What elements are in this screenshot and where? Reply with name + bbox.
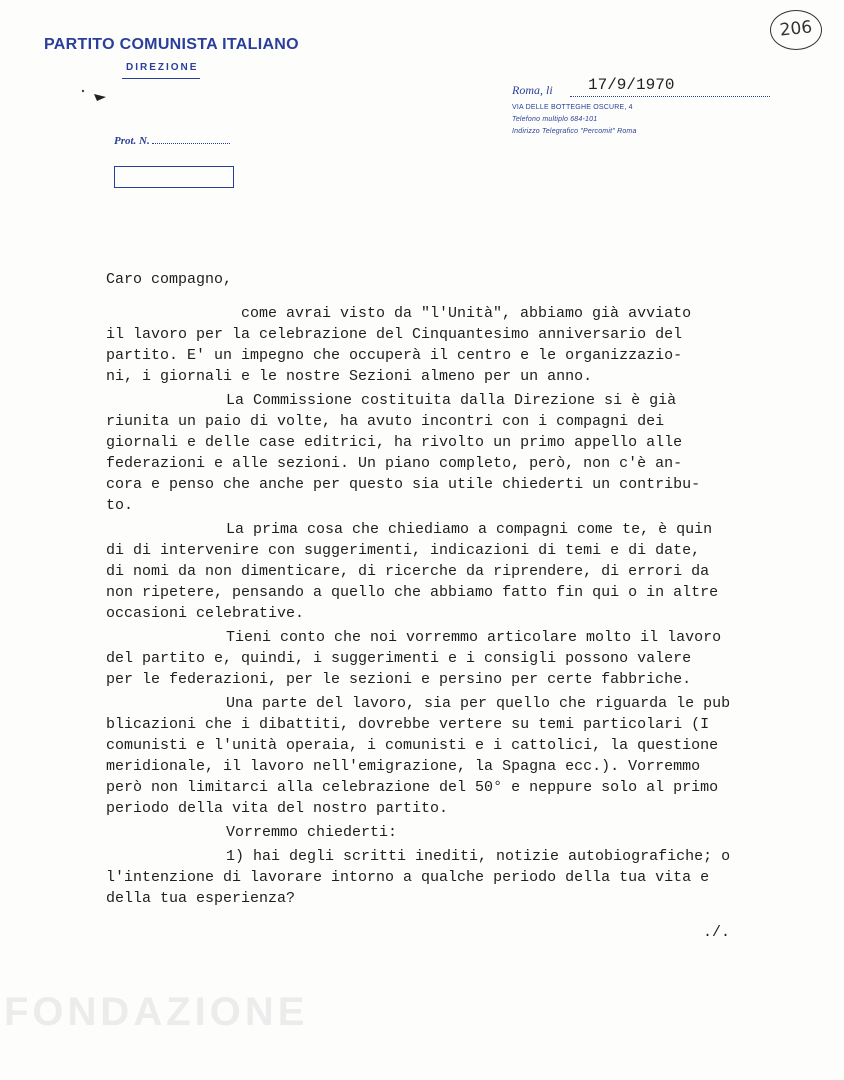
- letter-line: cora e penso che anche per questo sia utile chiederti un contribu-: [106, 476, 701, 493]
- letter-line: La prima cosa che chiediamo a compagni come te, è quin: [226, 521, 713, 538]
- letter-line: come avrai visto da "l'Unità", abbiamo già avviato: [241, 305, 692, 322]
- archive-number: 206: [778, 17, 814, 41]
- protocol-number-field: [114, 134, 230, 147]
- letter-date: 17/9/1970: [588, 76, 675, 94]
- ink-mark-icon: [80, 88, 110, 102]
- letter-line: occasioni celebrative.: [106, 605, 305, 622]
- letter-line: di nomi da non dimenticare, di ricerche da riprendere, di errori da: [106, 563, 710, 580]
- department-label: DIREZIONE: [126, 62, 199, 73]
- protocol-label: Prot. N.: [114, 135, 150, 147]
- archive-stamp: [770, 10, 822, 50]
- protocol-box: [114, 166, 234, 188]
- letter-line: to.: [106, 497, 134, 514]
- letter-line: non ripetere, pensando a quello che abbiamo fatto fin qui o in altre: [106, 584, 719, 601]
- date-dotted-line: [570, 96, 770, 97]
- letter-line: di di intervenire con suggerimenti, indicazioni di temi e di date,: [106, 542, 701, 559]
- letter-line: La Commissione costituita dalla Direzione si è già: [226, 392, 677, 409]
- letter-line: riunita un paio di volte, ha avuto incontri con i compagni dei: [106, 413, 665, 430]
- place-label: Roma, li: [512, 83, 553, 97]
- letter-line: blicazioni che i dibattiti, dovrebbe vertere su temi particolari (I: [106, 716, 710, 733]
- letter-line: 1) hai degli scritti inediti, notizie autobiografiche; o: [226, 848, 731, 865]
- letter-line: della tua esperienza?: [106, 890, 296, 907]
- letter-line: comunisti e l'unità operaia, i comunisti e i cattolici, la questione: [106, 737, 719, 754]
- header-underline: [122, 78, 200, 79]
- letter-line: però non limitarci alla celebrazione del 50° e neppure solo al primo: [106, 779, 719, 796]
- address-line: VIA DELLE BOTTEGHE OSCURE, 4: [512, 104, 633, 111]
- archive-watermark: FONDAZIONE: [4, 990, 309, 1034]
- continuation-mark: ./.: [703, 924, 731, 941]
- phone-line: Telefono multiplo 684-101: [512, 116, 598, 123]
- letter-line: ni, i giornali e le nostre Sezioni almeno per un anno.: [106, 368, 593, 385]
- letter-line: partito. E' un impegno che occuperà il centro e le organizzazio-: [106, 347, 683, 364]
- party-name: PARTITO COMUNISTA ITALIANO: [44, 36, 299, 53]
- letter-line: il lavoro per la celebrazione del Cinquantesimo anniversario del: [106, 326, 683, 343]
- protocol-dotted-line: [152, 134, 230, 144]
- letter-line: giornali e delle case editrici, ha rivolto un primo appello alle: [106, 434, 683, 451]
- letter-line: l'intenzione di lavorare intorno a qualche periodo della tua vita e: [106, 869, 710, 886]
- letter-line: Tieni conto che noi vorremmo articolare molto il lavoro: [226, 629, 722, 646]
- salutation: Caro compagno,: [106, 271, 233, 288]
- letter-line: federazioni e alle sezioni. Un piano completo, però, non c'è an-: [106, 455, 683, 472]
- letter-line: meridionale, il lavoro nell'emigrazione, la Spagna ecc.). Vorremmo: [106, 758, 701, 775]
- letter-line: periodo della vita del nostro partito.: [106, 800, 449, 817]
- telegraph-line: Indirizzo Telegrafico "Percomit" Roma: [512, 128, 637, 135]
- letter-line: per le federazioni, per le sezioni e persino per certe fabbriche.: [106, 671, 692, 688]
- letter-line: Vorremmo chiederti:: [226, 824, 398, 841]
- letter-line: Una parte del lavoro, sia per quello che riguarda le pub: [226, 695, 731, 712]
- letter-line: del partito e, quindi, i suggerimenti e i consigli possono valere: [106, 650, 692, 667]
